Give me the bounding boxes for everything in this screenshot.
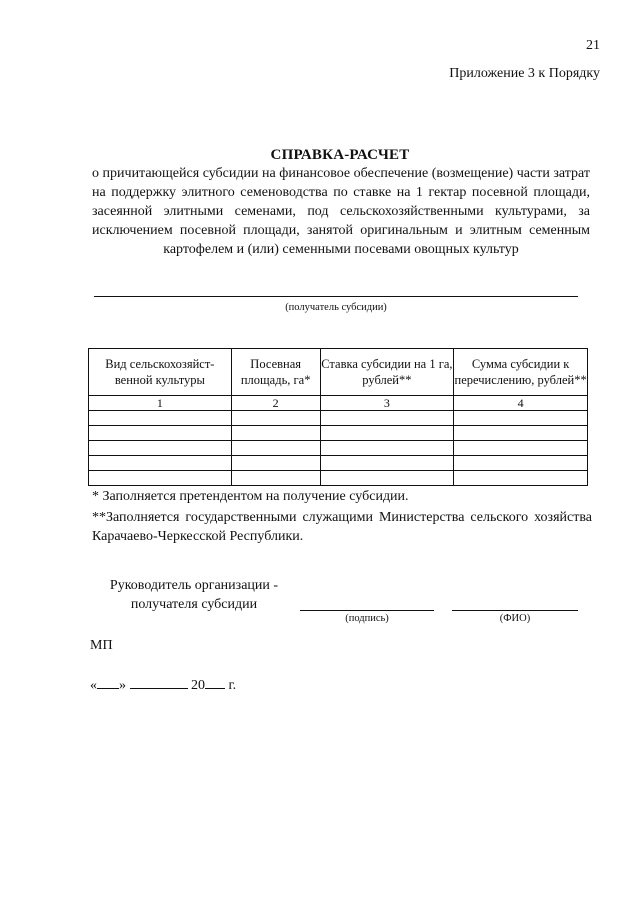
table-cell[interactable]	[89, 456, 232, 471]
year-prefix: 20	[191, 678, 205, 693]
column-number: 2	[231, 396, 320, 411]
signature-line[interactable]	[300, 610, 434, 611]
document-subtitle: о причитающейся субсидии на финансовое обеспечение (возмещение) части затрат на поддержку элитного семеноводства по ставке на 1 гектар посевной площади, засеянной элитными семенами, под сельскохозяйственными культурами, за исключением посевной площади, занятой оригинальным и элитным семенным картофелем и (или) семенными посевами овощных культур	[92, 166, 590, 257]
head-label-line2: получателя субсидии	[130, 597, 258, 612]
column-header-sum: Сумма субсидии к перечислению, рублей**	[454, 349, 588, 396]
calculation-table	[88, 348, 588, 486]
table-cell[interactable]	[231, 456, 320, 471]
table-row[interactable]	[89, 456, 588, 471]
table-header-row	[89, 349, 588, 396]
month-field[interactable]	[130, 676, 188, 689]
stamp-placeholder: МП	[90, 638, 113, 653]
date-line	[90, 676, 236, 694]
table-row[interactable]	[89, 411, 588, 426]
column-header-area: Посевная площадь, га*	[231, 349, 320, 396]
table-cell[interactable]	[454, 426, 588, 441]
footnote-ministry: **Заполняется государственными служащими Министерства сельского хозяйства Карачаево-Черкесской Республики.	[92, 510, 592, 544]
column-header-crop: Вид сельскохозяйст-венной культуры	[89, 349, 232, 396]
table-cell[interactable]	[89, 426, 232, 441]
table-cell[interactable]	[89, 471, 232, 486]
table-cell[interactable]	[231, 471, 320, 486]
date-open-quote: «	[90, 678, 97, 693]
column-header-rate: Ставка субсидии на 1 га, рублей**	[320, 349, 454, 396]
head-label-line1: Руководитель организации -	[109, 578, 279, 593]
table-row[interactable]	[89, 426, 588, 441]
table-cell[interactable]	[320, 471, 454, 486]
table-row[interactable]	[89, 441, 588, 456]
table-cell[interactable]	[231, 411, 320, 426]
table-cell[interactable]	[320, 456, 454, 471]
table-cell[interactable]	[320, 441, 454, 456]
recipient-caption: (получатель субсидии)	[285, 302, 387, 313]
page-number: 21	[586, 38, 600, 53]
table-cell[interactable]	[320, 411, 454, 426]
signature-caption: (подпись)	[345, 613, 389, 624]
footnote-applicant: * Заполняется претендентом на получение субсидии.	[92, 489, 409, 504]
table-row[interactable]	[89, 471, 588, 486]
table-cell[interactable]	[454, 411, 588, 426]
table-cell[interactable]	[89, 441, 232, 456]
head-of-organization-label	[94, 576, 294, 614]
day-field[interactable]	[97, 676, 119, 689]
appendix-reference: Приложение 3 к Порядку	[449, 66, 600, 81]
column-number: 3	[320, 396, 454, 411]
table-cell[interactable]	[320, 426, 454, 441]
name-line[interactable]	[452, 610, 578, 611]
date-suffix: г.	[228, 678, 237, 693]
document-title: СПРАВКА-РАСЧЕТ	[270, 147, 410, 163]
table-cell[interactable]	[454, 441, 588, 456]
table-cell[interactable]	[89, 411, 232, 426]
column-number: 4	[454, 396, 588, 411]
column-number: 1	[89, 396, 232, 411]
table-cell[interactable]	[231, 441, 320, 456]
date-close-quote: »	[119, 678, 126, 693]
recipient-line[interactable]	[94, 296, 578, 297]
table-cell[interactable]	[454, 456, 588, 471]
table-cell[interactable]	[454, 471, 588, 486]
year-field[interactable]	[205, 676, 225, 689]
name-caption: (ФИО)	[499, 613, 531, 624]
table-number-row	[89, 396, 588, 411]
table-cell[interactable]	[231, 426, 320, 441]
